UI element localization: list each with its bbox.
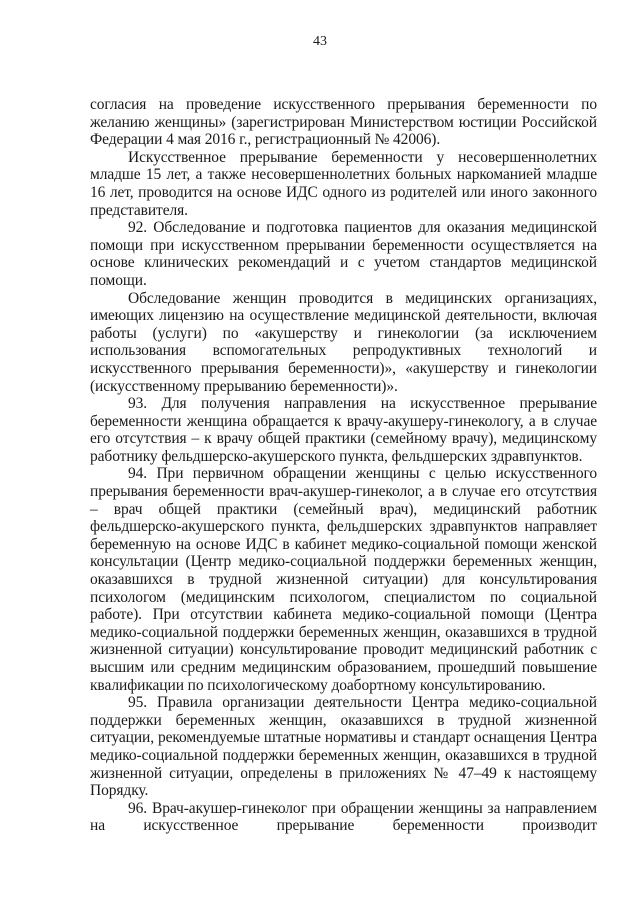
paragraph-93: 93. Для получения направления на искусственное прерывание беременности женщина обращается к врачу-акушеру-гинекологу, а в случае его отсутствия – к врачу общей практики (семейному врачу), медицинскому работнику фельдшерско-акушерского пункта, фельдшерских здравпунктов.: [90, 395, 597, 465]
paragraph-consent-continuation: согласия на проведение искусственного прерывания беременности по желанию женщины» (зарегистрирован Министерством юстиции Российской Федерации 4 мая 2016 г., регистрационный № 42006).: [90, 96, 597, 149]
paragraph-examination: Обследование женщин проводится в медицинских организациях, имеющих лицензию на осуществление медицинской деятельности, включая работы (услуги) по «акушерству и гинекологии (за исключением использования вспомогательных репродуктивных технологий и искусственного прерывания беременности)», «акушерству и гинекологии (искусственному прерыванию беременности)».: [90, 289, 597, 395]
paragraph-92: 92. Обследование и подготовка пациентов для оказания медицинской помощи при искусственном прерывании беременности осуществляется на основе клинических рекомендаций и с учетом стандартов медицинской помощи.: [90, 219, 597, 289]
paragraph-95: 95. Правила организации деятельности Центра медико-социальной поддержки беременных женщин, оказавшихся в трудной жизненной ситуации, рекомендуемые штатные нормативы и стандарт оснащения Центра медико-социальной поддержки беременных женщин, оказавшихся в трудной жизненной ситуации, определены в приложениях № 47–49 к настоящему Порядку.: [90, 694, 597, 800]
paragraph-94: 94. При первичном обращении женщины с целью искусственного прерывания беременности врач-акушер-гинеколог, а в случае его отсутствия – врач общей практики (семейный врач), медицинский работник фельдшерско-акушерского пункта, фельдшерских здравпунктов направляет беременную на основе ИДС в кабинет медико-социальной помощи женской консультации (Центр медико-социальной поддержки беременных женщин, оказавшихся в трудной жизненной ситуации) для консультирования психологом (медицинским психологом, специалистом по социальной работе). При отсутствии кабинета медико-социальной помощи (Центра медико-социальной поддержки беременных женщин, оказавшихся в трудной жизненной ситуации) консультирование проводит медицинский работник с высшим или средним медицинским образованием, прошедший повышение квалификации по психологическому доабортному консультированию.: [90, 465, 597, 694]
page-number: 43: [313, 34, 327, 49]
paragraph-minors: Искусственное прерывание беременности у несовершеннолетних младше 15 лет, а также несовершеннолетних больных наркоманией младше 16 лет, проводится на основе ИДС одного из родителей или иного законного представителя.: [90, 148, 597, 219]
paragraph-96: 96. Врач-акушер-гинеколог при обращении женщины за направлением на искусственное прерывание беременности производит: [90, 799, 597, 835]
document-body: [90, 96, 597, 835]
